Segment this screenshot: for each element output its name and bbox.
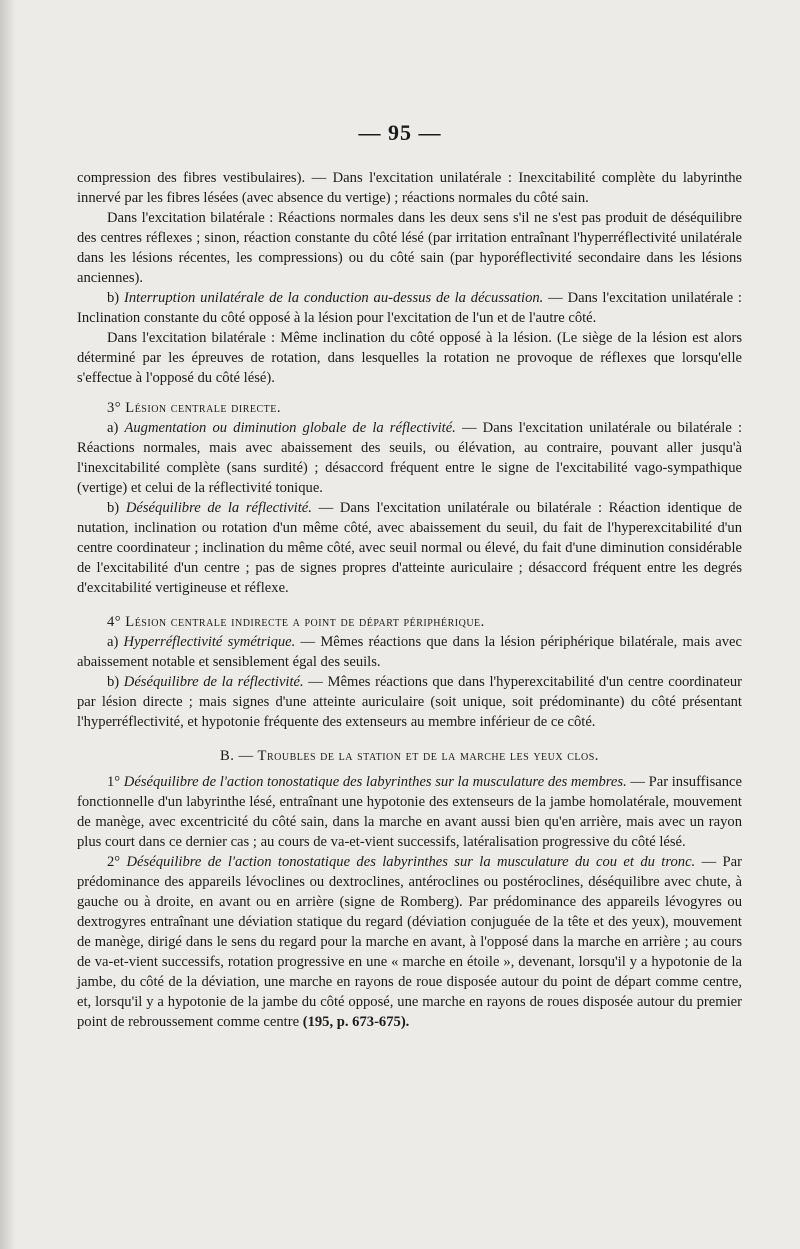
paragraph <box>77 672 742 732</box>
item-title: Déséquilibre de la réflectivité. <box>123 674 304 690</box>
item-title: Augmentation ou diminution globale de la réflectivité. <box>124 420 456 436</box>
item-text: — Dans l'excitation unilatérale ou bilatérale : Réaction identique de nutation, inclination ou rotation d'un même côté, avec abaissement du seuil, du fait de l'hyperexcitabilité d'un centre coordinateur ; inclination du même côté, avec seuil normal ou élevé, du fait d'une diminution considérable de l'excitabilité d'un centre ; pas de signes propres d'atteinte auriculaire ; désaccord fréquent entre les degrés d'excitabilité vertigineuse et réflexe. <box>77 500 742 596</box>
item-label: 2° <box>107 854 127 870</box>
section-heading: 3° Lésion centrale directe. <box>107 400 282 416</box>
page-number: — 95 — <box>358 120 442 145</box>
item-text: — Par insuffisance fonctionnelle d'un labyrinthe lésé, entraînant une hypotonie des extenseurs de la jambe homolatérale, mouvement de manège, avec excentricité du côté sain, dans la marche en avant aussi bien qu'en arrière, mais avec un rayon plus court dans ce dernier cas ; au cours de va-et-vient successifs, latéralisation progressive du côté lésé. <box>77 774 742 850</box>
paragraph <box>77 288 742 328</box>
item-title: Déséquilibre de l'action tonostatique des labyrinthes sur la musculature du cou et du tronc. <box>126 854 696 870</box>
item-text: — Mêmes réactions que dans la lésion périphérique bilatérale, mais avec abaissement notable et sensiblement égal des seuils. <box>77 634 742 670</box>
scan-edge-shadow <box>0 0 16 1249</box>
item-title: Hyperréflectivité symétrique. <box>123 634 296 650</box>
item-text: — Mêmes réactions que dans l'hyperexcitabilité d'un centre coordinateur par lésion directe ; mais signes d'une atteinte auriculaire (soit unique, soit prédominante) du côté présentant l'hyperréflectivité, et hypotonie fréquente des extenseurs au membre inférieur de ce côté. <box>77 674 742 730</box>
body-text <box>77 168 742 1032</box>
paragraph <box>77 498 742 598</box>
reference: (195, p. 673-675). <box>302 1014 410 1030</box>
section-heading: B. — Troubles de la station et de la marche les yeux clos. <box>220 748 599 764</box>
paragraph <box>77 632 742 672</box>
paragraph: compression des fibres vestibulaires). — Dans l'excitation unilatérale : Inexcitabilité complète du labyrinthe innervé par les fibres lésées (avec absence du vertige) ; réactions normales du côté sain. <box>77 170 742 206</box>
paragraph <box>77 418 742 498</box>
item-label: a) <box>107 634 124 650</box>
item-title: Déséquilibre de la réflectivité. <box>125 500 312 516</box>
paragraph: Dans l'excitation bilatérale : Réactions normales dans les deux sens s'il ne s'est pas produit de déséquilibre des centres réflexes ; sinon, réaction constante du côté lésé (par irritation entraînant l'hyperréflectivité unilatérale dans les lésions récentes, les compressions) ou du côté sain (par hyporéflectivité secondaire dans les lésions anciennes). <box>77 210 742 286</box>
item-text: — Par prédominance des appareils lévoclines ou dextroclines, antéroclines ou postéroclines, déséquilibre avec chute, à gauche ou à droite, en avant ou en arrière (signe de Romberg). Par prédominance des appareils lévogyres ou dextrogyres entraînant une déviation statique du regard (déviation conjuguée de la tête et des yeux), mouvement de manège, dirigé dans le sens du regard pour la marche en avant, à l'opposé dans la marche en arrière ; au cours de va-et-vient successifs, rotation progressive en une « marche en étoile », devenant, lorsqu'il y a hypotonie de la jambe, du côté de la déviation, une marche en rayons de roue disposée autour du point de départ comme centre, et, lorsqu'il y a hypotonie de la jambe du côté opposé, une marche en rayons de roues disposée autour du premier point de rebroussement comme centre <box>77 854 742 1030</box>
item-label: 1° <box>107 774 124 790</box>
item-text: — Dans l'excitation unilatérale ou bilatérale : Réactions normales, mais avec abaissement des seuils, ou élévation, au contraire, pouvant aller jusqu'à l'inexcitabilité complète (sans surdité) ; désaccord fréquent entre le signe de l'excitabilité vago-sympathique (vertige) et celui de la réflectivité tonique. <box>77 420 742 496</box>
paragraph: Dans l'excitation bilatérale : Même inclination du côté opposé à la lésion. (Le siège de la lésion est alors déterminé par les épreuves de rotation, dans lesquelles la rotation ne provoque de réflexes que lorsqu'elle s'effectue à l'opposé du côté lésé). <box>77 330 742 386</box>
item-title: Déséquilibre de l'action tonostatique des labyrinthes sur la musculature des membres. <box>123 774 627 790</box>
item-text: — Dans l'excitation unilatérale : Inclination constante du côté opposé à la lésion pour l'excitation de l'un et de l'autre côté. <box>77 290 742 326</box>
item-label: b) <box>107 500 126 516</box>
item-label: b) <box>107 674 124 690</box>
section-heading: 4° Lésion centrale indirecte a point de départ périphérique. <box>107 614 485 630</box>
paragraph <box>77 772 742 852</box>
paragraph <box>77 852 742 1032</box>
item-label: b) <box>107 290 124 306</box>
item-title: Interruption unilatérale de la conduction au-dessus de la décussation. <box>124 290 544 306</box>
item-label: a) <box>107 420 125 436</box>
